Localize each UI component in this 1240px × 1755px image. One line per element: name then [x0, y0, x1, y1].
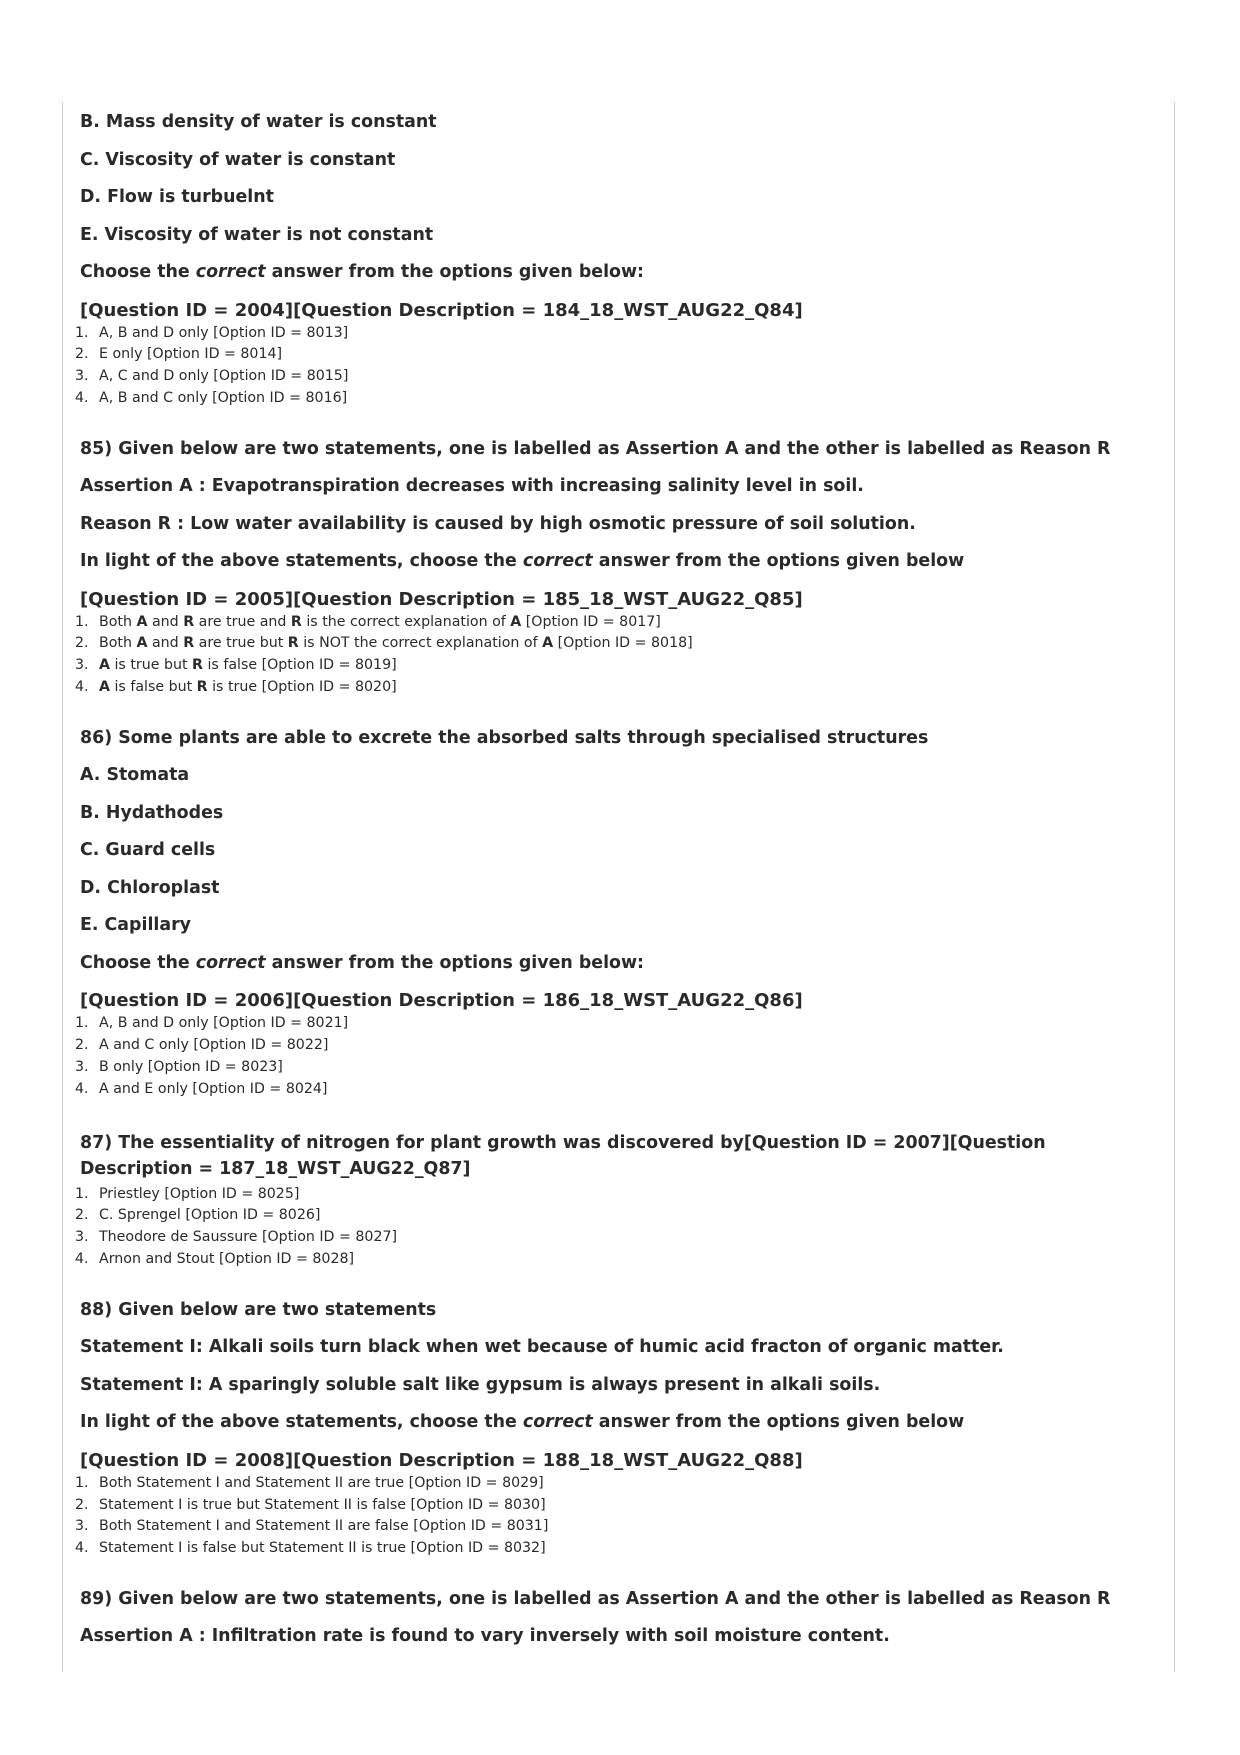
statement-d: D. Flow is turbuelnt — [80, 187, 274, 207]
question-87 — [75, 1130, 1160, 1271]
assertion-a: Assertion A : Infiltration rate is found to vary inversely with soil moisture content. — [80, 1626, 890, 1647]
statement-e: E. Capillary — [80, 915, 192, 936]
option-3[interactable]: 3. B only [Option ID = 8023] — [75, 1058, 283, 1075]
option-3[interactable]: 3. Both Statement I and Statement II are false [Option ID = 8031] — [75, 1518, 549, 1535]
instruction: Choose the correct answer from the options given below: — [80, 262, 644, 282]
question-title: 86) Some plants are able to excrete the absorbed salts through specialised structures — [80, 727, 929, 748]
page-left-border — [62, 102, 63, 1672]
option-4[interactable]: 4. Statement I is false but Statement II is true [Option ID = 8032] — [75, 1540, 546, 1557]
options-list — [75, 323, 1160, 410]
statement-b: B. Hydathodes — [80, 802, 224, 823]
option-1[interactable]: 1. Both Statement I and Statement II are true [Option ID = 8029] — [75, 1474, 544, 1491]
option-2[interactable]: 2. Both A and R are true but R is NOT the correct explanation of A [Option ID = 8018] — [75, 635, 693, 652]
question-title: 88) Given below are two statements — [80, 1299, 437, 1320]
question-paper — [75, 112, 1160, 1664]
options-list — [75, 612, 1160, 699]
statement-a: A. Stomata — [80, 765, 190, 786]
options-list — [75, 1473, 1160, 1560]
option-4[interactable]: 4. A is false but R is true [Option ID = 8020] — [75, 679, 397, 696]
question-id: [Question ID = 2005][Question Description = 185_18_WST_AUG22_Q85] — [80, 588, 803, 610]
option-3[interactable]: 3. Theodore de Saussure [Option ID = 8027] — [75, 1229, 398, 1246]
question-title: 85) Given below are two statements, one is labelled as Assertion A and the other is labelled as Reason R — [80, 438, 1111, 459]
option-3[interactable]: 3. A, C and D only [Option ID = 8015] — [75, 368, 349, 385]
question-89 — [80, 1589, 1160, 1648]
statement-e: E. Viscosity of water is not constant — [80, 224, 434, 245]
instruction: In light of the above statements, choose the correct answer from the options given below — [80, 1412, 965, 1433]
question-id: [Question ID = 2004][Question Description = 184_18_WST_AUG22_Q84] — [80, 299, 803, 321]
question-84 — [75, 112, 1160, 410]
option-1[interactable]: 1. A, B and D only [Option ID = 8021] — [75, 1015, 349, 1032]
option-4[interactable]: 4. A, B and C only [Option ID = 8016] — [75, 389, 348, 406]
option-4[interactable]: 4. A and E only [Option ID = 8024] — [75, 1080, 328, 1097]
question-title: 87) The essentiality of nitrogen for plant growth was discovered by[Question ID = 2007][Question Description = 187_18_WST_AUG22_Q87] — [80, 1132, 1046, 1179]
statement-c: C. Guard cells — [80, 840, 216, 861]
reason-r: Reason R : Low water availability is caused by high osmotic pressure of soil solution. — [80, 513, 916, 534]
option-4[interactable]: 4. Arnon and Stout [Option ID = 8028] — [75, 1250, 355, 1267]
option-2[interactable]: 2. E only [Option ID = 8014] — [75, 346, 283, 363]
statement-1: Statement I: Alkali soils turn black when wet because of humic acid fracton of organic matter. — [80, 1337, 1004, 1358]
question-88 — [75, 1299, 1160, 1560]
option-1[interactable]: 1. A, B and D only [Option ID = 8013] — [75, 324, 349, 341]
statement-2: Statement I: A sparingly soluble salt like gypsum is always present in alkali soils. — [80, 1374, 881, 1395]
option-1[interactable]: 1. Both A and R are true and R is the correct explanation of A [Option ID = 8017] — [75, 613, 661, 630]
option-2[interactable]: 2. Statement I is true but Statement II is false [Option ID = 8030] — [75, 1496, 546, 1513]
options-list — [75, 1184, 1160, 1271]
question-id: [Question ID = 2008][Question Description = 188_18_WST_AUG22_Q88] — [80, 1449, 803, 1471]
statement-c: C. Viscosity of water is constant — [80, 149, 396, 170]
instruction: Choose the correct answer from the options given below: — [80, 952, 644, 973]
question-86 — [75, 727, 1160, 1101]
options-list — [75, 1013, 1160, 1100]
question-id: [Question ID = 2006][Question Description = 186_18_WST_AUG22_Q86] — [80, 990, 803, 1012]
instruction: In light of the above statements, choose the correct answer from the options given below — [80, 551, 965, 572]
assertion-a: Assertion A : Evapotranspiration decreases with increasing salinity level in soil. — [80, 476, 864, 497]
option-1[interactable]: 1. Priestley [Option ID = 8025] — [75, 1185, 300, 1202]
question-85 — [75, 438, 1160, 699]
option-2[interactable]: 2. A and C only [Option ID = 8022] — [75, 1037, 329, 1054]
option-3[interactable]: 3. A is true but R is false [Option ID = 8019] — [75, 657, 397, 674]
page-right-border — [1174, 102, 1175, 1672]
statement-d: D. Chloroplast — [80, 877, 220, 898]
statement-b: B. Mass density of water is constant — [80, 112, 437, 132]
question-title: 89) Given below are two statements, one is labelled as Assertion A and the other is labelled as Reason R — [80, 1588, 1111, 1609]
option-2[interactable]: 2. C. Sprengel [Option ID = 8026] — [75, 1207, 321, 1224]
